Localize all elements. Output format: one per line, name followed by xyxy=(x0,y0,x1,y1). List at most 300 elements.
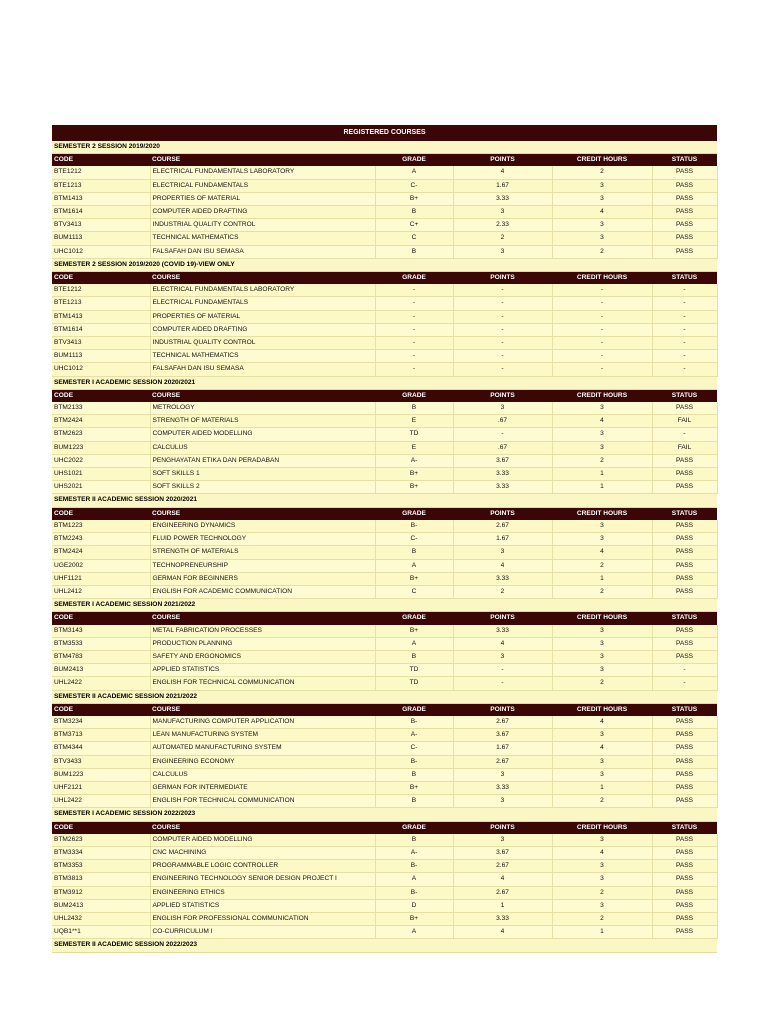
table-row xyxy=(52,572,717,585)
course-code-cell: BTM3334 xyxy=(52,846,150,859)
course-name-cell: MANUFACTURING COMPUTER APPLICATION xyxy=(150,716,375,729)
semester-title: SEMESTER 2 SESSION 2019/2020 xyxy=(52,141,717,154)
grade-cell: B+ xyxy=(375,781,453,794)
table-row xyxy=(52,729,717,742)
credit-hours-cell: 3 xyxy=(552,899,652,912)
header-points: POINTS xyxy=(453,389,552,402)
table-row xyxy=(52,310,717,323)
points-cell: 4 xyxy=(453,873,552,886)
points-cell: 2 xyxy=(453,232,552,245)
header-code: CODE xyxy=(52,703,150,716)
semester-title: SEMESTER 2 SESSION 2019/2020 (COVID 19)-VIEW ONLY xyxy=(52,258,717,271)
course-name-cell: PENGHAYATAN ETIKA DAN PERADABAN xyxy=(150,454,375,467)
table-row xyxy=(52,664,717,677)
course-name-cell: SAFETY AND ERGONOMICS xyxy=(150,650,375,663)
points-cell: - xyxy=(453,677,552,690)
credit-hours-cell: 3 xyxy=(552,650,652,663)
credit-hours-cell: 4 xyxy=(552,415,652,428)
credit-hours-cell: 3 xyxy=(552,625,652,638)
course-code-cell: BTV3413 xyxy=(52,219,150,232)
status-cell: - xyxy=(652,284,717,297)
grade-cell: B xyxy=(375,650,453,663)
table-row xyxy=(52,846,717,859)
grade-cell: C- xyxy=(375,179,453,192)
semester-title: SEMESTER I ACADEMIC SESSION 2022/2023 xyxy=(52,808,717,821)
credit-hours-cell: 2 xyxy=(552,559,652,572)
header-course: COURSE xyxy=(150,389,375,402)
course-code-cell: UHF2121 xyxy=(52,781,150,794)
status-cell: PASS xyxy=(652,637,717,650)
course-name-cell: PRODUCTION PLANNING xyxy=(150,637,375,650)
course-name-cell: PROPERTIES OF MATERIAL xyxy=(150,310,375,323)
grade-cell: B+ xyxy=(375,572,453,585)
course-name-cell: ENGINEERING DYNAMICS xyxy=(150,520,375,533)
course-name-cell: COMPUTER AIDED MODELLING xyxy=(150,834,375,847)
column-header-row xyxy=(52,612,717,625)
credit-hours-cell: 1 xyxy=(552,781,652,794)
points-cell: - xyxy=(453,323,552,336)
status-cell: PASS xyxy=(652,206,717,219)
points-cell: 3 xyxy=(453,206,552,219)
header-code: CODE xyxy=(52,154,150,167)
course-code-cell: BTM3353 xyxy=(52,860,150,873)
course-code-cell: BTM2424 xyxy=(52,415,150,428)
course-name-cell: SOFT SKILLS 2 xyxy=(150,481,375,494)
semester-row xyxy=(52,808,717,821)
credit-hours-cell: 2 xyxy=(552,795,652,808)
points-cell: 3.67 xyxy=(453,729,552,742)
course-name-cell: STRENGTH OF MATERIALS xyxy=(150,415,375,428)
status-cell: PASS xyxy=(652,402,717,415)
status-cell: PASS xyxy=(652,781,717,794)
header-credit-hours: CREDIT HOURS xyxy=(552,612,652,625)
credit-hours-cell: 3 xyxy=(552,533,652,546)
header-points: POINTS xyxy=(453,272,552,285)
semester-row xyxy=(52,690,717,703)
course-name-cell: PROGRAMMABLE LOGIC CONTROLLER xyxy=(150,860,375,873)
table-row xyxy=(52,350,717,363)
status-cell: - xyxy=(652,363,717,376)
credit-hours-cell: 4 xyxy=(552,206,652,219)
semester-row xyxy=(52,258,717,271)
points-cell: 3 xyxy=(453,795,552,808)
status-cell: PASS xyxy=(652,650,717,663)
header-code: CODE xyxy=(52,389,150,402)
header-grade: GRADE xyxy=(375,703,453,716)
points-cell: 3.33 xyxy=(453,481,552,494)
course-code-cell: UHL2422 xyxy=(52,795,150,808)
course-name-cell: COMPUTER AIDED MODELLING xyxy=(150,428,375,441)
points-cell: 3 xyxy=(453,834,552,847)
status-cell: PASS xyxy=(652,716,717,729)
points-cell: 3.33 xyxy=(453,572,552,585)
header-grade: GRADE xyxy=(375,821,453,834)
credit-hours-cell: 3 xyxy=(552,179,652,192)
course-name-cell: APPLIED STATISTICS xyxy=(150,899,375,912)
registered-courses-sheet xyxy=(52,125,717,953)
header-course: COURSE xyxy=(150,703,375,716)
grade-cell: C xyxy=(375,232,453,245)
status-cell: PASS xyxy=(652,219,717,232)
table-row xyxy=(52,860,717,873)
course-name-cell: ELECTRICAL FUNDAMENTALS xyxy=(150,179,375,192)
grade-cell: B- xyxy=(375,886,453,899)
status-cell: PASS xyxy=(652,585,717,598)
table-row xyxy=(52,245,717,258)
credit-hours-cell: - xyxy=(552,350,652,363)
course-name-cell: ELECTRICAL FUNDAMENTALS LABORATORY xyxy=(150,166,375,179)
status-cell: PASS xyxy=(652,846,717,859)
header-status: STATUS xyxy=(652,272,717,285)
semester-row xyxy=(52,939,717,952)
header-status: STATUS xyxy=(652,703,717,716)
grade-cell: - xyxy=(375,337,453,350)
table-row xyxy=(52,886,717,899)
credit-hours-cell: 3 xyxy=(552,768,652,781)
header-course: COURSE xyxy=(150,272,375,285)
course-name-cell: INDUSTRIAL QUALITY CONTROL xyxy=(150,219,375,232)
course-name-cell: FALSAFAH DAN ISU SEMASA xyxy=(150,363,375,376)
course-code-cell: UHC1012 xyxy=(52,363,150,376)
table-row xyxy=(52,834,717,847)
column-header-row xyxy=(52,703,717,716)
course-name-cell: LEAN MANUFACTURING SYSTEM xyxy=(150,729,375,742)
grade-cell: A xyxy=(375,166,453,179)
points-cell: 1.67 xyxy=(453,533,552,546)
course-name-cell: GERMAN FOR INTERMEDIATE xyxy=(150,781,375,794)
course-name-cell: TECHNICAL MATHEMATICS xyxy=(150,350,375,363)
course-code-cell: BTM4783 xyxy=(52,650,150,663)
credit-hours-cell: 3 xyxy=(552,664,652,677)
course-code-cell: BTM3713 xyxy=(52,729,150,742)
course-code-cell: BTM3912 xyxy=(52,886,150,899)
credit-hours-cell: 1 xyxy=(552,481,652,494)
course-code-cell: BUM1113 xyxy=(52,232,150,245)
points-cell: 2.67 xyxy=(453,755,552,768)
table-row xyxy=(52,179,717,192)
credit-hours-cell: 2 xyxy=(552,585,652,598)
grade-cell: TD xyxy=(375,664,453,677)
grade-cell: D xyxy=(375,899,453,912)
points-cell: 4 xyxy=(453,559,552,572)
header-course: COURSE xyxy=(150,612,375,625)
status-cell: - xyxy=(652,323,717,336)
points-cell: 2.67 xyxy=(453,520,552,533)
credit-hours-cell: 3 xyxy=(552,637,652,650)
course-code-cell: UHL2432 xyxy=(52,912,150,925)
table-row xyxy=(52,323,717,336)
course-code-cell: BTM3234 xyxy=(52,716,150,729)
table-row xyxy=(52,192,717,205)
credit-hours-cell: 2 xyxy=(552,677,652,690)
points-cell: - xyxy=(453,337,552,350)
status-cell: PASS xyxy=(652,625,717,638)
header-credit-hours: CREDIT HOURS xyxy=(552,821,652,834)
header-course: COURSE xyxy=(150,821,375,834)
course-name-cell: ENGINEERING TECHNOLOGY SENIOR DESIGN PROJECT I xyxy=(150,873,375,886)
credit-hours-cell: 4 xyxy=(552,546,652,559)
status-cell: PASS xyxy=(652,755,717,768)
course-name-cell: COMPUTER AIDED DRAFTING xyxy=(150,323,375,336)
column-header-row xyxy=(52,507,717,520)
grade-cell: A- xyxy=(375,454,453,467)
grade-cell: B xyxy=(375,546,453,559)
table-row xyxy=(52,873,717,886)
points-cell: 3 xyxy=(453,402,552,415)
table-row xyxy=(52,677,717,690)
status-cell: - xyxy=(652,310,717,323)
course-code-cell: BTM1413 xyxy=(52,310,150,323)
credit-hours-cell: 3 xyxy=(552,219,652,232)
points-cell: - xyxy=(453,297,552,310)
credit-hours-cell: - xyxy=(552,323,652,336)
header-credit-hours: CREDIT HOURS xyxy=(552,703,652,716)
header-status: STATUS xyxy=(652,821,717,834)
header-status: STATUS xyxy=(652,154,717,167)
semester-title: SEMESTER II ACADEMIC SESSION 2020/2021 xyxy=(52,494,717,507)
grade-cell: B+ xyxy=(375,468,453,481)
course-code-cell: BUM1113 xyxy=(52,350,150,363)
grade-cell: B+ xyxy=(375,481,453,494)
points-cell: 3.33 xyxy=(453,912,552,925)
status-cell: FAIL xyxy=(652,441,717,454)
table-row xyxy=(52,637,717,650)
course-code-cell: BTM1614 xyxy=(52,206,150,219)
header-code: CODE xyxy=(52,272,150,285)
course-name-cell: CO-CURRICULUM I xyxy=(150,926,375,939)
table-row xyxy=(52,533,717,546)
credit-hours-cell: 4 xyxy=(552,846,652,859)
course-name-cell: APPLIED STATISTICS xyxy=(150,664,375,677)
status-cell: PASS xyxy=(652,232,717,245)
credit-hours-cell: 3 xyxy=(552,441,652,454)
status-cell: - xyxy=(652,297,717,310)
table-row xyxy=(52,297,717,310)
points-cell: 2.67 xyxy=(453,886,552,899)
table-row xyxy=(52,454,717,467)
header-status: STATUS xyxy=(652,389,717,402)
semester-row xyxy=(52,376,717,389)
credit-hours-cell: 4 xyxy=(552,716,652,729)
grade-cell: B+ xyxy=(375,912,453,925)
grade-cell: A- xyxy=(375,729,453,742)
course-name-cell: TECHNOPRENEURSHIP xyxy=(150,559,375,572)
header-points: POINTS xyxy=(453,507,552,520)
points-cell: 3.67 xyxy=(453,454,552,467)
points-cell: 3.33 xyxy=(453,625,552,638)
credit-hours-cell: 3 xyxy=(552,755,652,768)
points-cell: 3.67 xyxy=(453,846,552,859)
points-cell: - xyxy=(453,284,552,297)
status-cell: PASS xyxy=(652,572,717,585)
status-cell: FAIL xyxy=(652,415,717,428)
status-cell: - xyxy=(652,350,717,363)
table-row xyxy=(52,625,717,638)
course-code-cell: UHF1121 xyxy=(52,572,150,585)
semester-row xyxy=(52,141,717,154)
credit-hours-cell: 3 xyxy=(552,428,652,441)
table-row xyxy=(52,650,717,663)
status-cell: PASS xyxy=(652,520,717,533)
grade-cell: B xyxy=(375,245,453,258)
header-code: CODE xyxy=(52,507,150,520)
table-row xyxy=(52,755,717,768)
status-cell: PASS xyxy=(652,899,717,912)
status-cell: PASS xyxy=(652,559,717,572)
grade-cell: C- xyxy=(375,742,453,755)
header-code: CODE xyxy=(52,612,150,625)
status-cell: PASS xyxy=(652,834,717,847)
grade-cell: - xyxy=(375,284,453,297)
header-points: POINTS xyxy=(453,821,552,834)
registered-courses-table xyxy=(52,125,718,953)
course-code-cell: BUM2413 xyxy=(52,899,150,912)
status-cell: PASS xyxy=(652,468,717,481)
credit-hours-cell: 1 xyxy=(552,926,652,939)
grade-cell: A xyxy=(375,926,453,939)
table-row xyxy=(52,415,717,428)
header-credit-hours: CREDIT HOURS xyxy=(552,272,652,285)
status-cell: PASS xyxy=(652,926,717,939)
course-code-cell: BTM3143 xyxy=(52,625,150,638)
header-credit-hours: CREDIT HOURS xyxy=(552,507,652,520)
grade-cell: B- xyxy=(375,520,453,533)
credit-hours-cell: - xyxy=(552,297,652,310)
course-name-cell: FLUID POWER TECHNOLOGY xyxy=(150,533,375,546)
table-row xyxy=(52,585,717,598)
table-row xyxy=(52,363,717,376)
course-code-cell: BTE1212 xyxy=(52,284,150,297)
table-title-row xyxy=(52,125,717,141)
table-row xyxy=(52,899,717,912)
points-cell: 4 xyxy=(453,637,552,650)
credit-hours-cell: 3 xyxy=(552,860,652,873)
column-header-row xyxy=(52,272,717,285)
course-name-cell: ELECTRICAL FUNDAMENTALS LABORATORY xyxy=(150,284,375,297)
course-name-cell: GERMAN FOR BEGINNERS xyxy=(150,572,375,585)
course-name-cell: CALCULUS xyxy=(150,441,375,454)
header-status: STATUS xyxy=(652,612,717,625)
status-cell: PASS xyxy=(652,481,717,494)
header-credit-hours: CREDIT HOURS xyxy=(552,154,652,167)
course-name-cell: ENGLISH FOR PROFESSIONAL COMMUNICATION xyxy=(150,912,375,925)
table-row xyxy=(52,559,717,572)
status-cell: PASS xyxy=(652,192,717,205)
course-name-cell: METROLOGY xyxy=(150,402,375,415)
course-name-cell: INDUSTRIAL QUALITY CONTROL xyxy=(150,337,375,350)
status-cell: - xyxy=(652,428,717,441)
table-row xyxy=(52,428,717,441)
grade-cell: B xyxy=(375,768,453,781)
points-cell: 2.33 xyxy=(453,219,552,232)
credit-hours-cell: 2 xyxy=(552,245,652,258)
course-code-cell: UQB1**1 xyxy=(52,926,150,939)
course-name-cell: ENGLISH FOR ACADEMIC COMMUNICATION xyxy=(150,585,375,598)
semester-title: SEMESTER I ACADEMIC SESSION 2020/2021 xyxy=(52,376,717,389)
credit-hours-cell: 1 xyxy=(552,468,652,481)
grade-cell: B xyxy=(375,206,453,219)
header-credit-hours: CREDIT HOURS xyxy=(552,389,652,402)
status-cell: PASS xyxy=(652,860,717,873)
status-cell: PASS xyxy=(652,886,717,899)
points-cell: 1.67 xyxy=(453,742,552,755)
status-cell: PASS xyxy=(652,795,717,808)
course-code-cell: UHC1012 xyxy=(52,245,150,258)
points-cell: 2 xyxy=(453,585,552,598)
grade-cell: B+ xyxy=(375,625,453,638)
points-cell: - xyxy=(453,350,552,363)
course-name-cell: ENGINEERING ECONOMY xyxy=(150,755,375,768)
credit-hours-cell: 2 xyxy=(552,454,652,467)
course-code-cell: BTM3533 xyxy=(52,637,150,650)
status-cell: PASS xyxy=(652,768,717,781)
header-course: COURSE xyxy=(150,507,375,520)
table-row xyxy=(52,912,717,925)
course-code-cell: BTM1413 xyxy=(52,192,150,205)
column-header-row xyxy=(52,821,717,834)
table-row xyxy=(52,546,717,559)
status-cell: PASS xyxy=(652,454,717,467)
status-cell: PASS xyxy=(652,873,717,886)
table-row xyxy=(52,716,717,729)
course-name-cell: CALCULUS xyxy=(150,768,375,781)
table-row xyxy=(52,768,717,781)
course-code-cell: BTM3813 xyxy=(52,873,150,886)
course-code-cell: BTM2243 xyxy=(52,533,150,546)
grade-cell: B+ xyxy=(375,192,453,205)
course-code-cell: UHL2412 xyxy=(52,585,150,598)
course-name-cell: ENGINEERING ETHICS xyxy=(150,886,375,899)
credit-hours-cell: - xyxy=(552,337,652,350)
table-row xyxy=(52,742,717,755)
credit-hours-cell: 3 xyxy=(552,232,652,245)
course-code-cell: UHS1021 xyxy=(52,468,150,481)
semester-title: SEMESTER II ACADEMIC SESSION 2021/2022 xyxy=(52,690,717,703)
status-cell: - xyxy=(652,677,717,690)
table-row xyxy=(52,926,717,939)
points-cell: - xyxy=(453,363,552,376)
status-cell: PASS xyxy=(652,742,717,755)
table-row xyxy=(52,402,717,415)
credit-hours-cell: 3 xyxy=(552,520,652,533)
status-cell: - xyxy=(652,337,717,350)
credit-hours-cell: 3 xyxy=(552,402,652,415)
table-row xyxy=(52,337,717,350)
column-header-row xyxy=(52,389,717,402)
credit-hours-cell: - xyxy=(552,363,652,376)
grade-cell: C+ xyxy=(375,219,453,232)
status-cell: PASS xyxy=(652,729,717,742)
points-cell: 4 xyxy=(453,166,552,179)
points-cell: - xyxy=(453,428,552,441)
status-cell: PASS xyxy=(652,245,717,258)
grade-cell: - xyxy=(375,323,453,336)
course-name-cell: METAL FABRICATION PROCESSES xyxy=(150,625,375,638)
grade-cell: E xyxy=(375,415,453,428)
course-code-cell: BUM2413 xyxy=(52,664,150,677)
grade-cell: E xyxy=(375,441,453,454)
grade-cell: - xyxy=(375,310,453,323)
credit-hours-cell: 3 xyxy=(552,192,652,205)
points-cell: - xyxy=(453,310,552,323)
grade-cell: - xyxy=(375,350,453,363)
course-name-cell: FALSAFAH DAN ISU SEMASA xyxy=(150,245,375,258)
status-cell: PASS xyxy=(652,533,717,546)
header-grade: GRADE xyxy=(375,272,453,285)
header-grade: GRADE xyxy=(375,389,453,402)
header-course: COURSE xyxy=(150,154,375,167)
course-code-cell: BTM1614 xyxy=(52,323,150,336)
